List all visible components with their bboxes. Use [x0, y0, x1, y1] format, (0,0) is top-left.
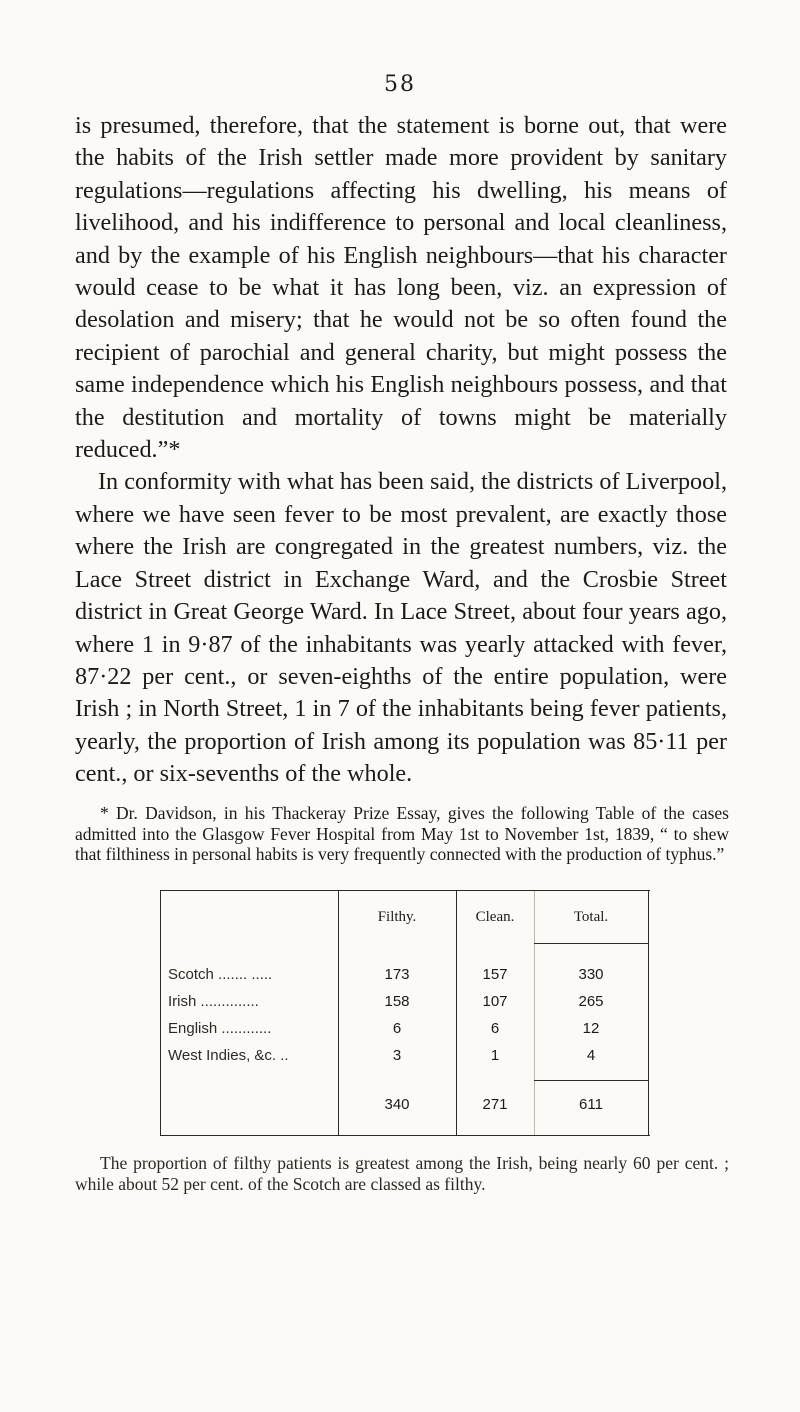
table-row-english — [160, 1020, 650, 1044]
cell-total: 12 — [582, 1020, 600, 1037]
total-filthy: 340 — [384, 1096, 410, 1113]
table-caption: The proportion of filthy patients is greatest among the Irish, being nearly 60 per cent. ; while about 52 per cent. of the Scotch are classed as filthy. — [75, 1153, 729, 1194]
total-clean: 271 — [482, 1096, 508, 1113]
cell-total: 265 — [578, 993, 604, 1010]
cell-filthy: 6 — [392, 1020, 402, 1037]
cell-clean: 107 — [482, 993, 508, 1010]
cell-total: 4 — [586, 1047, 596, 1064]
row-label: Irish .............. — [168, 993, 259, 1010]
sum-rule — [534, 1080, 648, 1081]
footnote: * Dr. Davidson, in his Thackeray Prize Essay, gives the following Table of the cases admitted into the Glasgow Fever Hospital from May 1st to November 1st, 1839, “ to shew that filthiness in personal habits is very frequently connected with the production of typhus.” — [75, 803, 729, 864]
table-row — [160, 855, 650, 879]
row-label: Scotch ....... ..... — [168, 966, 273, 983]
paragraph-1: is presumed, therefore, that the statement is borne out, that were the habits of the Irish settler made more provident by sanitary regulations—regulations affecting his dwelling, his means of livelihood, and his indifference to personal and local cleanliness, and by the example of his English neighbours—that his character would cease to be what it has long been, viz. an expression of desolation and misery; that he would not be so often found the recipient of parochial and general charity, but might possess the same independence which his English neighbours possess, and that the destitution and mortality of towns might be materially reduced.”* — [75, 112, 727, 464]
table-row-totals — [160, 1096, 650, 1120]
cell-filthy: 3 — [392, 1047, 402, 1064]
total-total: 611 — [579, 1096, 603, 1113]
table-row-scotch — [160, 966, 650, 990]
cell-filthy: 173 — [384, 966, 410, 983]
row-label: English ............ — [168, 1020, 272, 1037]
cell-total: 330 — [578, 966, 604, 983]
cell-clean: 6 — [490, 1020, 500, 1037]
paragraph-2: In conformity with what has been said, the districts of Liverpool, where we have seen fever to be most prevalent, are exactly those where the Irish are congregated in the greatest numbers, viz. the Lace Street district in Exchange Ward, and the Crosbie Street district in Great George Ward. In Lace Street, about four years ago, where 1 in 9·87 of the inhabitants was yearly attacked with fever, 87·22 per cent., or seven-eighths of the entire population, were Irish ; in North Street, 1 in 7 of the inhabitants being fever patients, yearly, the proportion of Irish among its population was 85·11 per cent., or six-sevenths of the whole. — [75, 468, 727, 788]
header-rule — [534, 943, 648, 944]
table-row-irish — [160, 993, 650, 1017]
table-row-west-indies — [160, 1047, 650, 1071]
cell-clean: 157 — [482, 966, 508, 983]
row-label: West Indies, &c. .. — [168, 1047, 289, 1064]
header-clean: Clean. — [475, 909, 515, 925]
main-text — [75, 110, 727, 791]
header-total: Total. — [573, 909, 609, 925]
cell-filthy: 158 — [384, 993, 410, 1010]
page-number: 58 — [384, 72, 416, 97]
header-filthy: Filthy. — [377, 909, 417, 925]
cell-clean: 1 — [490, 1047, 500, 1064]
